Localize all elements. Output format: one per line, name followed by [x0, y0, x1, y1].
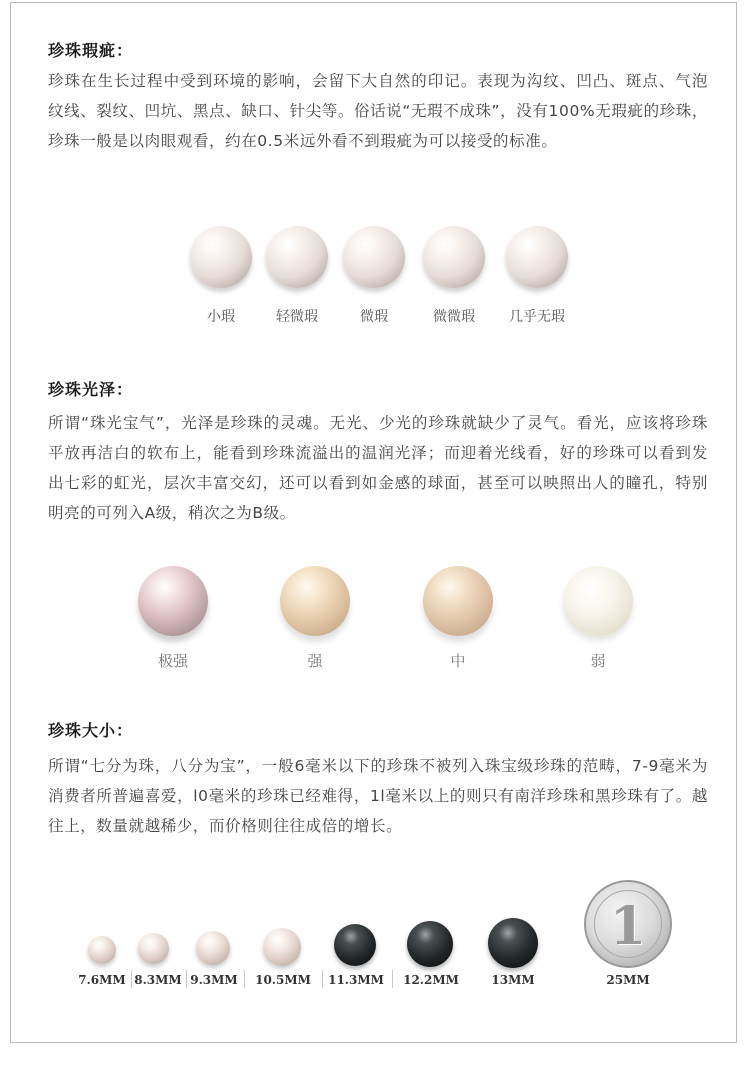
pearl-image	[266, 226, 328, 288]
luster-paragraph: 所谓“珠光宝气”，光泽是珍珠的灵魂。无光、少光的珍珠就缺少了灵气。看光，应该将珍珠平放再洁白的软布上，能看到珍珠流溢出的温润光泽；而迎着光线看，好的珍珠可以看到发出七彩的虹光，层次丰富交幻，还可以看到如金感的球面，甚至可以映照出人的瞳孔，特别明亮的可列入A级，稍次之为B级。	[48, 414, 708, 522]
size-label: 11.3MM	[328, 973, 384, 987]
pearl-image	[488, 918, 538, 968]
size-label: 7.6MM	[78, 973, 126, 987]
divider	[392, 970, 393, 988]
grade-label: 轻微瑕	[276, 309, 318, 325]
coin-image	[584, 880, 672, 968]
divider	[186, 970, 187, 988]
grade-label: 微微瑕	[433, 309, 475, 325]
pearl-image	[506, 226, 568, 288]
pearl-image	[423, 226, 485, 288]
pearl-image	[407, 921, 453, 967]
size-label: 10.5MM	[255, 973, 311, 987]
size-comparison-row	[60, 870, 700, 1000]
size-label: 8.3MM	[134, 973, 182, 987]
grade-label: 几乎无瑕	[509, 309, 565, 325]
pearl-image	[343, 226, 405, 288]
size-heading: 珍珠大小：	[48, 721, 134, 740]
flaw-paragraph: 珍珠在生长过程中受到环境的影响，会留下大自然的印记。表现为沟纹、凹凸、斑点、气泡纹线、裂纹、凹坑、黑点、缺口、针尖等。俗话说“无瑕不成珠”，没有100%无瑕疵的珍珠，珍珠一般是以肉眼观看，约在0.5米远外看不到瑕疵为可以接受的标准。	[48, 72, 708, 150]
size-label: 12.2MM	[403, 973, 459, 987]
pearl-image	[334, 924, 376, 966]
grade-label: 极强	[157, 652, 189, 670]
divider	[131, 970, 132, 988]
pearl-image	[563, 566, 633, 636]
grade-label: 微瑕	[360, 309, 388, 325]
grade-label: 弱	[590, 652, 606, 670]
pearl-image	[190, 226, 252, 288]
grade-label: 中	[450, 652, 466, 670]
flaw-heading: 珍珠瑕疵：	[48, 41, 134, 60]
pearl-image	[423, 566, 493, 636]
pearl-image	[88, 936, 116, 964]
divider	[244, 970, 245, 988]
pearl-image	[263, 928, 301, 966]
luster-grade-row	[130, 566, 650, 676]
size-label: 9.3MM	[190, 973, 238, 987]
flaw-grade-row	[180, 226, 580, 336]
size-label: 13MM	[491, 973, 535, 987]
luster-heading: 珍珠光泽：	[48, 380, 134, 399]
size-label: 25MM	[606, 973, 650, 987]
grade-label: 小瑕	[207, 309, 235, 325]
coin-denomination: 1	[609, 896, 647, 957]
pearl-image	[138, 933, 169, 964]
pearl-image	[138, 566, 208, 636]
grade-label: 强	[307, 652, 323, 670]
pearl-image	[196, 931, 230, 965]
size-paragraph: 所谓“七分为珠，八分为宝”，一般6毫米以下的珍珠不被列入珠宝级珍珠的范畴，7-9毫米为消费者所普遍喜爱，l0毫米的珍珠已经难得，1l毫米以上的则只有南洋珍珠和黑珍珠有了。越往上，数量就越稀少，而价格则往往成倍的增长。	[48, 757, 708, 835]
pearl-image	[280, 566, 350, 636]
divider	[322, 970, 323, 988]
